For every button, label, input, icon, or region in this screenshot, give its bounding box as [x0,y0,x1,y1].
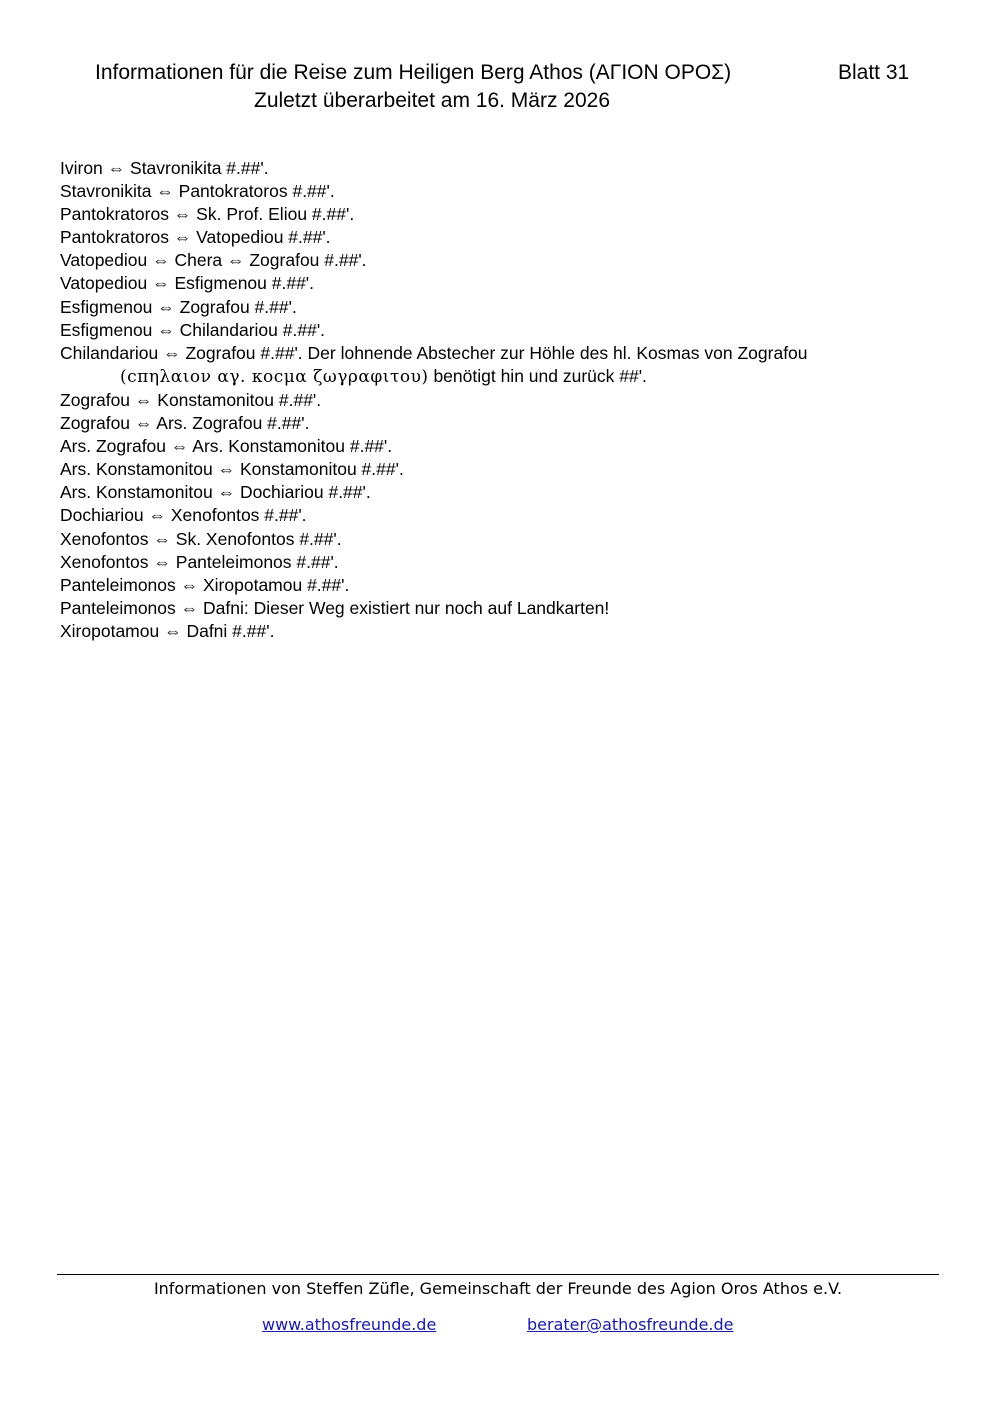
route-item: Xenofontos ⇔ Sk. Xenofontos #.##'. [60,528,342,549]
sheet-number: Blatt 31 [838,61,910,84]
route-item: Xiropotamou ⇔ Dafni #.##'. [60,620,275,641]
footer-credit: Informationen von Steffen Züfle, Gemeinschaft der Freunde des Agion Oros Athos e.V. [153,1279,843,1298]
page-title [95,60,935,86]
route-list [60,157,940,643]
route-item: Esfigmenou ⇔ Chilandariou #.##'. [60,319,326,340]
route-item: Pantokratoros ⇔ Sk. Prof. Eliou #.##'. [60,204,355,225]
route-item: Stavronikita ⇔ Pantokratoros #.##'. [60,181,335,202]
route-item: Panteleimonos ⇔ Dafni: Dieser Weg existiert nur noch auf Landkarten! [60,597,610,618]
revision-date: Zuletzt überarbeitet am 16. März 2026 [254,89,611,112]
greek-cave-name: (ϲπηλαιον αγ. κοϲμα ζωγραφιτου) [120,366,429,387]
route-note-continuation [60,365,940,389]
route-item: Panteleimonos ⇔ Xiropotamou #.##'. [60,574,350,595]
email-link[interactable]: berater@athosfreunde.de [527,1315,734,1334]
route-item: Ars. Zografou ⇔ Ars. Konstamonitou #.##'. [60,436,393,457]
route-item: Zografou ⇔ Ars. Zografou #.##'. [60,413,310,434]
website-link[interactable]: www.athosfreunde.de [262,1315,437,1334]
route-item-with-note [60,342,940,389]
route-item: Vatopediou ⇔ Chera ⇔ Zografou #.##'. [60,250,367,271]
route-item: Ars. Konstamonitou ⇔ Konstamonitou #.##'. [60,459,404,480]
route-note-rest: benötigt hin und zurück ##'. [433,365,647,386]
route-item: Dochiariou ⇔ Xenofontos #.##'. [60,505,307,526]
route-item: Esfigmenou ⇔ Zografou #.##'. [60,296,297,317]
route-item: Vatopediou ⇔ Esfigmenou #.##'. [60,273,315,294]
route-item: Iviron ⇔ Stavronikita #.##'. [60,158,269,178]
route-item: Ars. Konstamonitou ⇔ Dochiariou #.##'. [60,482,371,503]
route-item: Xenofontos ⇔ Panteleimonos #.##'. [60,551,339,572]
route-item: Zografou ⇔ Konstamonitou #.##'. [60,389,322,410]
document-title: Informationen für die Reise zum Heiligen Berg Athos (ΑΓΙΟΝ ΟΡΟΣ) [95,61,732,84]
route-note-text: Chilandariou ⇔ Zografou #.##'. Der lohnende Abstecher zur Höhle des hl. Kosmas von Zografou [60,342,808,363]
route-item: Pantokratoros ⇔ Vatopediou #.##'. [60,227,331,248]
footer-divider [57,1274,939,1275]
